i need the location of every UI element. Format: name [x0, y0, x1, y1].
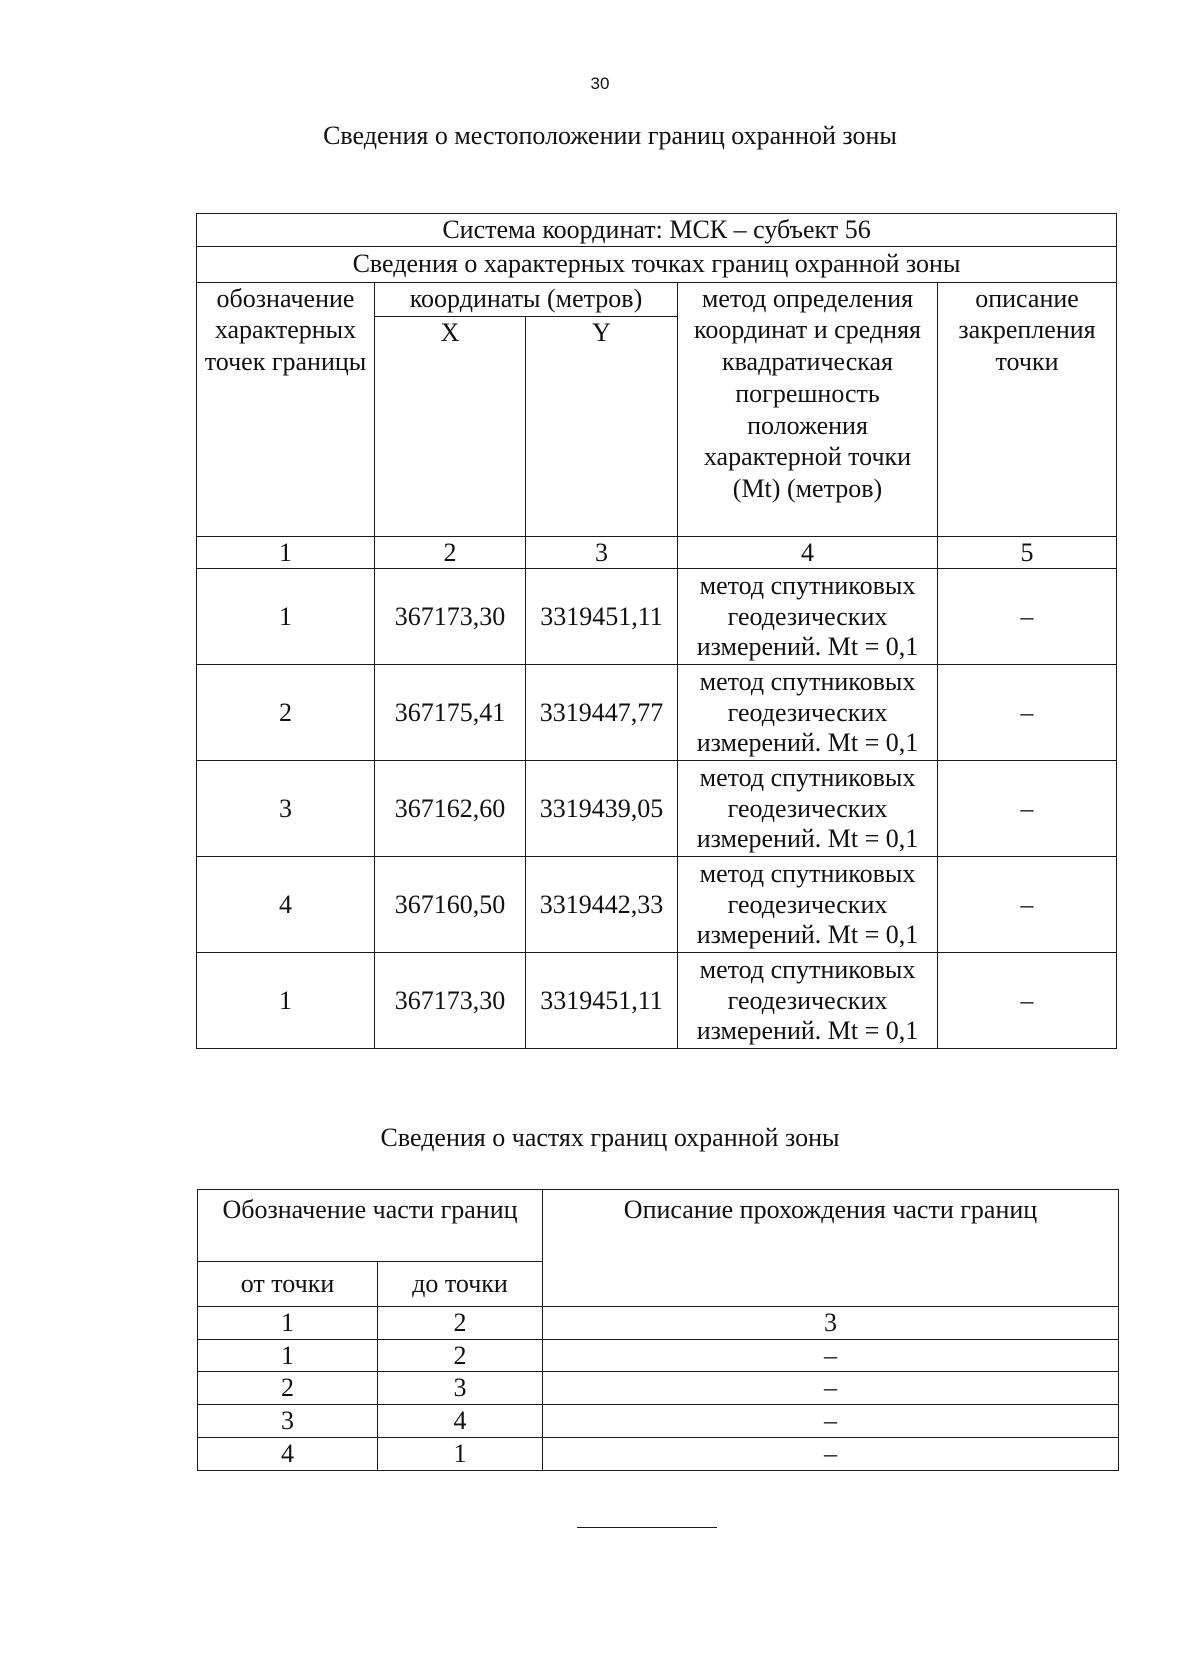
- point-designation: 3: [197, 761, 375, 857]
- method-description: метод спутниковых геодезических измерений. Mt = 0,1: [678, 569, 938, 665]
- header-coordinates: координаты (метров): [375, 282, 678, 316]
- fixing-description: –: [938, 665, 1117, 761]
- table-row: [197, 665, 1117, 761]
- section-title-boundary-location: Сведения о местоположении границ охранной зоны: [323, 121, 897, 150]
- part-description: –: [543, 1372, 1119, 1405]
- table-header-row: [198, 1190, 1119, 1262]
- column-number: 4: [678, 536, 938, 569]
- to-point: 1: [378, 1437, 543, 1470]
- part-description: –: [543, 1405, 1119, 1438]
- column-number: 1: [197, 536, 375, 569]
- fixing-description: –: [938, 761, 1117, 857]
- point-designation: 1: [197, 569, 375, 665]
- fixing-description: –: [938, 569, 1117, 665]
- table-row: [197, 857, 1117, 953]
- column-number-row: [198, 1307, 1119, 1340]
- page-number: 30: [590, 74, 610, 93]
- header-fixing-description: описание закрепления точки: [938, 282, 1117, 536]
- part-description: –: [543, 1437, 1119, 1470]
- column-number: 3: [543, 1307, 1119, 1340]
- coordinate-y: 3319451,11: [526, 953, 678, 1049]
- table-row: [198, 1405, 1119, 1438]
- from-point: 2: [198, 1372, 378, 1405]
- method-description: метод спутниковых геодезических измерений. Mt = 0,1: [678, 953, 938, 1049]
- header-point-designation: обозначение характерных точек границы: [197, 282, 375, 536]
- table-row: [197, 761, 1117, 857]
- table-row: [198, 1372, 1119, 1405]
- fixing-description: –: [938, 953, 1117, 1049]
- method-description: метод спутниковых геодезических измерений. Mt = 0,1: [678, 761, 938, 857]
- from-point: 1: [198, 1339, 378, 1372]
- column-number: 1: [198, 1307, 378, 1340]
- coordinate-y: 3319439,05: [526, 761, 678, 857]
- fixing-description: –: [938, 857, 1117, 953]
- from-point: 3: [198, 1405, 378, 1438]
- coordinate-x: 367175,41: [375, 665, 526, 761]
- boundary-points-table: [196, 213, 1117, 1049]
- column-number: 5: [938, 536, 1117, 569]
- method-description: метод спутниковых геодезических измерений. Mt = 0,1: [678, 857, 938, 953]
- header-x: X: [375, 316, 526, 536]
- coordinate-x: 367173,30: [375, 569, 526, 665]
- coordinate-x: 367162,60: [375, 761, 526, 857]
- table-header-row: [197, 282, 1117, 316]
- to-point: 2: [378, 1339, 543, 1372]
- column-number: 2: [378, 1307, 543, 1340]
- table-section-title: Сведения о характерных точках границ охранной зоны: [197, 246, 1117, 282]
- table-row: [197, 569, 1117, 665]
- point-designation: 1: [197, 953, 375, 1049]
- header-from-point: от точки: [198, 1262, 378, 1307]
- table-row: [197, 246, 1117, 282]
- header-method: метод определения координат и средняя квадратическая погрешность положения характерной точки (Mt) (метров): [678, 282, 938, 536]
- column-number: 3: [526, 536, 678, 569]
- coordinate-x: 367173,30: [375, 953, 526, 1049]
- header-to-point: до точки: [378, 1262, 543, 1307]
- coordinate-system-label: Система координат: МСК – субъект 56: [197, 214, 1117, 247]
- header-part-description: Описание прохождения части границ: [543, 1190, 1119, 1307]
- to-point: 4: [378, 1405, 543, 1438]
- header-y: Y: [526, 316, 678, 536]
- boundary-parts-table: [197, 1189, 1119, 1471]
- coordinate-y: 3319447,77: [526, 665, 678, 761]
- point-designation: 2: [197, 665, 375, 761]
- header-part-designation: Обозначение части границ: [198, 1190, 543, 1262]
- column-number: 2: [375, 536, 526, 569]
- coordinate-x: 367160,50: [375, 857, 526, 953]
- coordinate-y: 3319442,33: [526, 857, 678, 953]
- closing-divider-line: [577, 1527, 717, 1528]
- section-title-boundary-parts: Сведения о частях границ охранной зоны: [380, 1123, 840, 1152]
- table-row: [198, 1339, 1119, 1372]
- table-row: [197, 953, 1117, 1049]
- table-row: [198, 1437, 1119, 1470]
- point-designation: 4: [197, 857, 375, 953]
- to-point: 3: [378, 1372, 543, 1405]
- part-description: –: [543, 1339, 1119, 1372]
- column-number-row: [197, 536, 1117, 569]
- from-point: 4: [198, 1437, 378, 1470]
- method-description: метод спутниковых геодезических измерений. Mt = 0,1: [678, 665, 938, 761]
- coordinate-y: 3319451,11: [526, 569, 678, 665]
- table-row: [197, 214, 1117, 247]
